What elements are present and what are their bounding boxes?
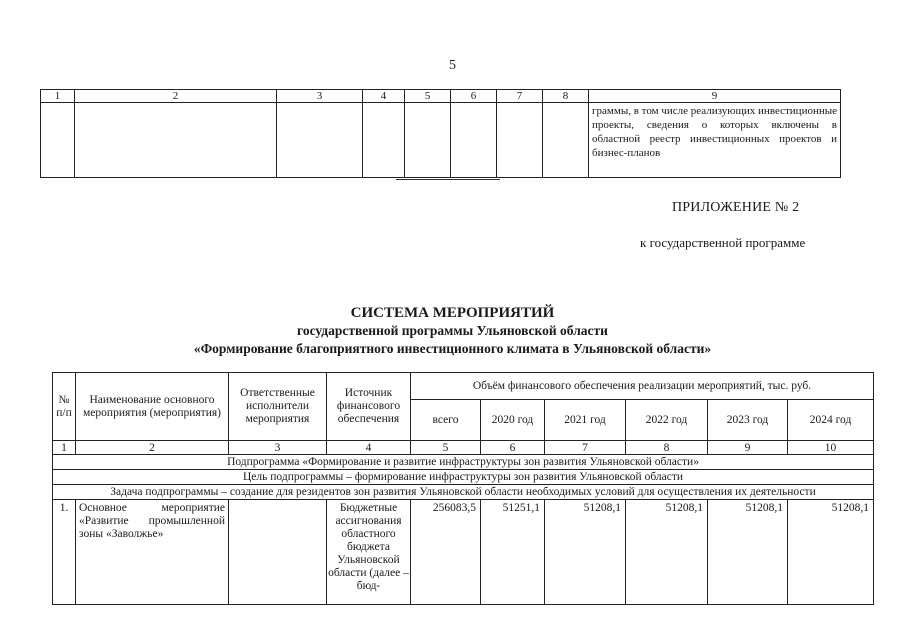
empty-cell (41, 103, 75, 178)
row-name: Основное мероприятие «Развитие промышленной зоны «Заволжье» (76, 500, 229, 605)
continuation-table (40, 89, 841, 178)
row-2022: 51208,1 (626, 500, 708, 605)
header-year-2023: 2023 год (708, 400, 788, 441)
col-number: 8 (543, 90, 589, 103)
header-year-2022: 2022 год (626, 400, 708, 441)
col-number: 7 (497, 90, 543, 103)
col-number: 9 (708, 441, 788, 455)
section-divider (396, 179, 500, 180)
empty-cell (75, 103, 277, 178)
header-year-2021: 2021 год (545, 400, 626, 441)
col-number: 7 (545, 441, 626, 455)
appendix-title: ПРИЛОЖЕНИЕ № 2 (672, 200, 800, 215)
table-row (53, 500, 874, 605)
empty-cell (451, 103, 497, 178)
task-row (53, 485, 874, 500)
header-num: № п/п (53, 373, 76, 441)
col-number: 1 (41, 90, 75, 103)
col-number: 5 (405, 90, 451, 103)
col-number: 8 (626, 441, 708, 455)
header-year-2024: 2024 год (788, 400, 874, 441)
document-title: СИСТЕМА МЕРОПРИЯТИЙ (350, 305, 555, 321)
row-2024: 51208,1 (788, 500, 874, 605)
header-source: Источник финансового обеспечения (327, 373, 411, 441)
col-number: 5 (411, 441, 481, 455)
goal-row (53, 470, 874, 485)
empty-cell (363, 103, 405, 178)
continuation-header-row (41, 90, 841, 103)
row-responsible (229, 500, 327, 605)
col-number: 3 (229, 441, 327, 455)
continuation-body-row (41, 103, 841, 178)
row-2023: 51208,1 (708, 500, 788, 605)
header-responsible: Ответственные исполнители мероприятия (229, 373, 327, 441)
row-source: Бюджетные ассигнования областного бюджета Ульяновской области (далее – бюд- (327, 500, 411, 605)
col-number: 6 (451, 90, 497, 103)
col-number: 2 (76, 441, 229, 455)
row-2021: 51208,1 (545, 500, 626, 605)
subprogram-row (53, 455, 874, 470)
header-year-2020: 2020 год (481, 400, 545, 441)
subprogram-title: Подпрограмма «Формирование и развитие инфраструктуры зон развития Ульяновской области» (53, 455, 874, 470)
col-number: 9 (589, 90, 841, 103)
col-number: 6 (481, 441, 545, 455)
empty-cell (497, 103, 543, 178)
col-number: 3 (277, 90, 363, 103)
col-number: 2 (75, 90, 277, 103)
subprogram-task: Задача подпрограммы – создание для резидентов зон развития Ульяновской области необходимых условий для осуществления их деятельности (53, 485, 874, 500)
column-numbers-row (53, 441, 874, 455)
col-number: 4 (327, 441, 411, 455)
col-number: 4 (363, 90, 405, 103)
subprogram-goal: Цель подпрограммы – формирование инфраструктуры зон развития Ульяновской области (53, 470, 874, 485)
document-subtitle: государственной программы Ульяновской области (297, 323, 608, 338)
row-total: 256083,5 (411, 500, 481, 605)
col-number: 1 (53, 441, 76, 455)
document-program-name: «Формирование благоприятного инвестиционного климата в Ульяновской области» (193, 341, 712, 356)
header-funding: Объём финансового обеспечения реализации мероприятий, тыс. руб. (411, 373, 874, 400)
row-2020: 51251,1 (481, 500, 545, 605)
continuation-text: граммы, в том числе реализующих инвестиционные проекты, сведения о которых включены в областной реестр инвестиционных проектов и бизнес-планов (589, 103, 841, 178)
empty-cell (277, 103, 363, 178)
empty-cell (543, 103, 589, 178)
appendix-subtitle: к государственной программе (640, 235, 806, 250)
header-total: всего (411, 400, 481, 441)
measures-table (52, 372, 874, 605)
header-name: Наименование основного мероприятия (мероприятия) (76, 373, 229, 441)
table-header-row (53, 373, 874, 400)
page-number: 5 (449, 58, 456, 73)
col-number: 10 (788, 441, 874, 455)
empty-cell (405, 103, 451, 178)
row-num: 1. (53, 500, 76, 605)
